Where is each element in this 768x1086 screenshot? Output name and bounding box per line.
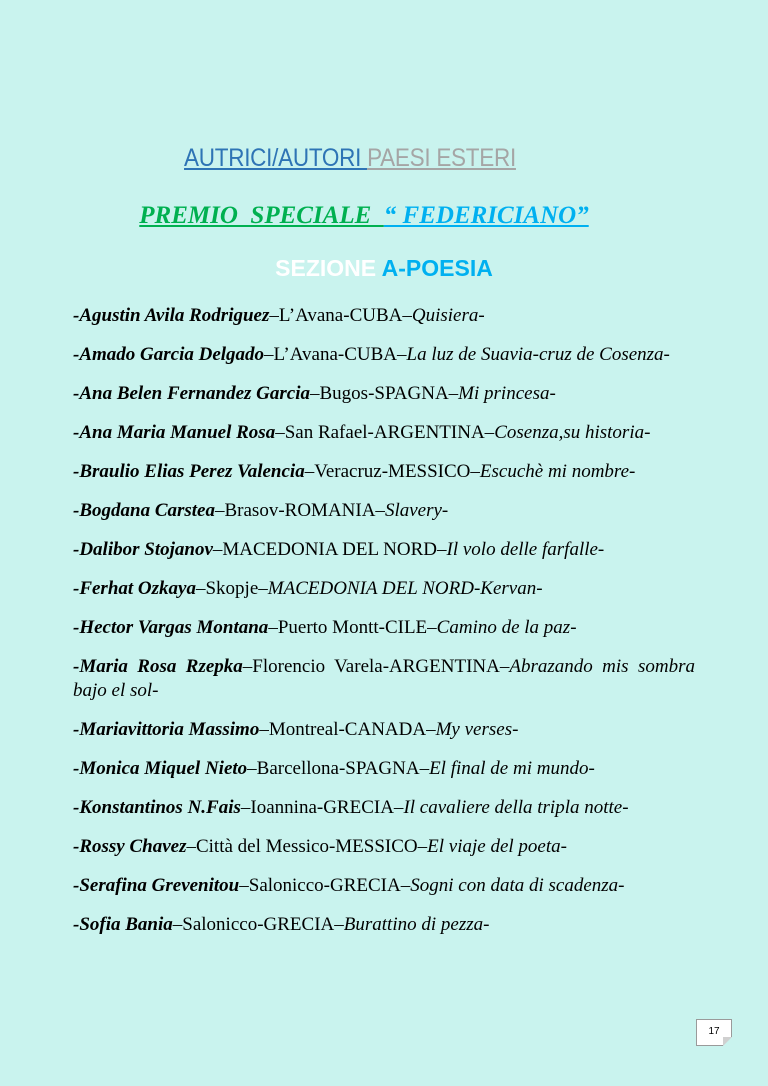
author-name: -Mariavittoria Massimo — [73, 719, 260, 740]
author-place: –San Rafael-ARGENTINA– — [275, 422, 495, 443]
poem-title: Quisiera- — [411, 305, 485, 326]
heading-prize-part1: PREMIO SPECIALE — [139, 202, 384, 229]
author-name: -Sofia Bania — [73, 914, 173, 935]
page-number: 17 — [708, 1026, 720, 1037]
list-item — [73, 718, 695, 742]
author-place: –Salonicco-GRECIA– — [239, 875, 411, 896]
entries-list — [73, 304, 695, 952]
poem-title: Slavery- — [384, 500, 449, 521]
list-item — [73, 577, 695, 601]
author-place: –Città del Messico-MESSICO– — [186, 836, 428, 857]
poem-title: Abrazando mis sombra bajo el sol- — [73, 656, 695, 701]
author-name: -Agustin Avila Rodriguez — [73, 305, 270, 326]
heading-authors-foreign — [35, 144, 665, 173]
poem-title: El viaje del poeta- — [427, 836, 567, 857]
poem-title: El final de mi mundo- — [429, 758, 595, 779]
author-name: -Amado Garcia Delgado — [73, 344, 265, 365]
author-name: -Rossy Chavez — [73, 836, 187, 857]
author-place: –Salonicco-GRECIA– — [172, 914, 344, 935]
author-place: –Brasov-ROMANIA– — [215, 500, 385, 521]
author-name: -Serafina Grevenitou — [73, 875, 240, 896]
heading-authors-part2: PAESI ESTERI — [367, 144, 516, 172]
list-item — [73, 913, 695, 937]
author-name: -Ana Belen Fernandez Garcia — [73, 383, 310, 404]
author-place: –L’Avana-CUBA– — [269, 305, 412, 326]
author-name: -Ana Maria Manuel Rosa — [73, 422, 276, 443]
author-place: –Barcellona-SPAGNA– — [247, 758, 430, 779]
page-fold-icon — [723, 1037, 732, 1046]
list-item — [73, 382, 695, 406]
heading-prize-part2: “ FEDERICIANO” — [383, 202, 589, 229]
poem-title: Escuchè mi nombre- — [479, 461, 636, 482]
author-name: -Monica Miquel Nieto — [73, 758, 248, 779]
list-item — [73, 616, 695, 640]
list-item — [73, 421, 695, 445]
list-item — [73, 796, 695, 820]
list-item — [73, 655, 695, 703]
author-place: –Montreal-CANADA– — [259, 719, 436, 740]
poem-title: Mi princesa- — [458, 383, 556, 404]
poem-title: MACEDONIA DEL NORD-Kervan- — [267, 578, 543, 599]
poem-title: Camino de la paz- — [436, 617, 577, 638]
author-place: –Ioannina-GRECIA– — [240, 797, 404, 818]
poem-title: Sogni con data di scadenza- — [410, 875, 625, 896]
poem-title: Il volo delle farfalle- — [446, 539, 605, 560]
poem-title: Il cavaliere della tripla notte- — [403, 797, 629, 818]
poem-title: Burattino di pezza- — [343, 914, 490, 935]
author-name: -Bogdana Carstea — [73, 500, 215, 521]
author-name: -Konstantinos N.Fais — [73, 797, 241, 818]
list-item — [73, 835, 695, 859]
author-name: -Ferhat Ozkaya — [73, 578, 196, 599]
author-place: –Bugos-SPAGNA– — [310, 383, 459, 404]
author-place: –Puerto Montt-CILE– — [268, 617, 437, 638]
page-number-box — [696, 1019, 732, 1046]
author-place: –Florencio Varela-ARGENTINA– — [242, 656, 510, 677]
author-name: -Maria Rosa Rzepka — [73, 656, 243, 677]
list-item — [73, 538, 695, 562]
author-place: –Skopje– — [195, 578, 268, 599]
list-item — [73, 874, 695, 898]
list-item — [73, 343, 695, 367]
author-name: -Hector Vargas Montana — [73, 617, 269, 638]
heading-authors-part1: AUTRICI/AUTORI — [184, 144, 368, 172]
author-name: -Braulio Elias Perez Valencia — [73, 461, 305, 482]
heading-special-prize — [0, 202, 728, 230]
author-place: –L’Avana-CUBA– — [264, 344, 407, 365]
poem-title: La luz de Suavia-cruz de Cosenza- — [406, 344, 670, 365]
list-item — [73, 460, 695, 484]
list-item — [73, 499, 695, 523]
poem-title: Cosenza,su historia- — [494, 422, 651, 443]
list-item — [73, 757, 695, 781]
poem-title: My verses- — [435, 719, 519, 740]
heading-section-part1: SEZIONE — [275, 255, 377, 281]
author-place: –Veracruz-MESSICO– — [304, 461, 480, 482]
author-place: –MACEDONIA DEL NORD– — [212, 539, 447, 560]
heading-section — [0, 255, 768, 282]
author-name: -Dalibor Stojanov — [73, 539, 213, 560]
heading-section-part2: A-POESIA — [381, 255, 493, 281]
list-item — [73, 304, 695, 328]
